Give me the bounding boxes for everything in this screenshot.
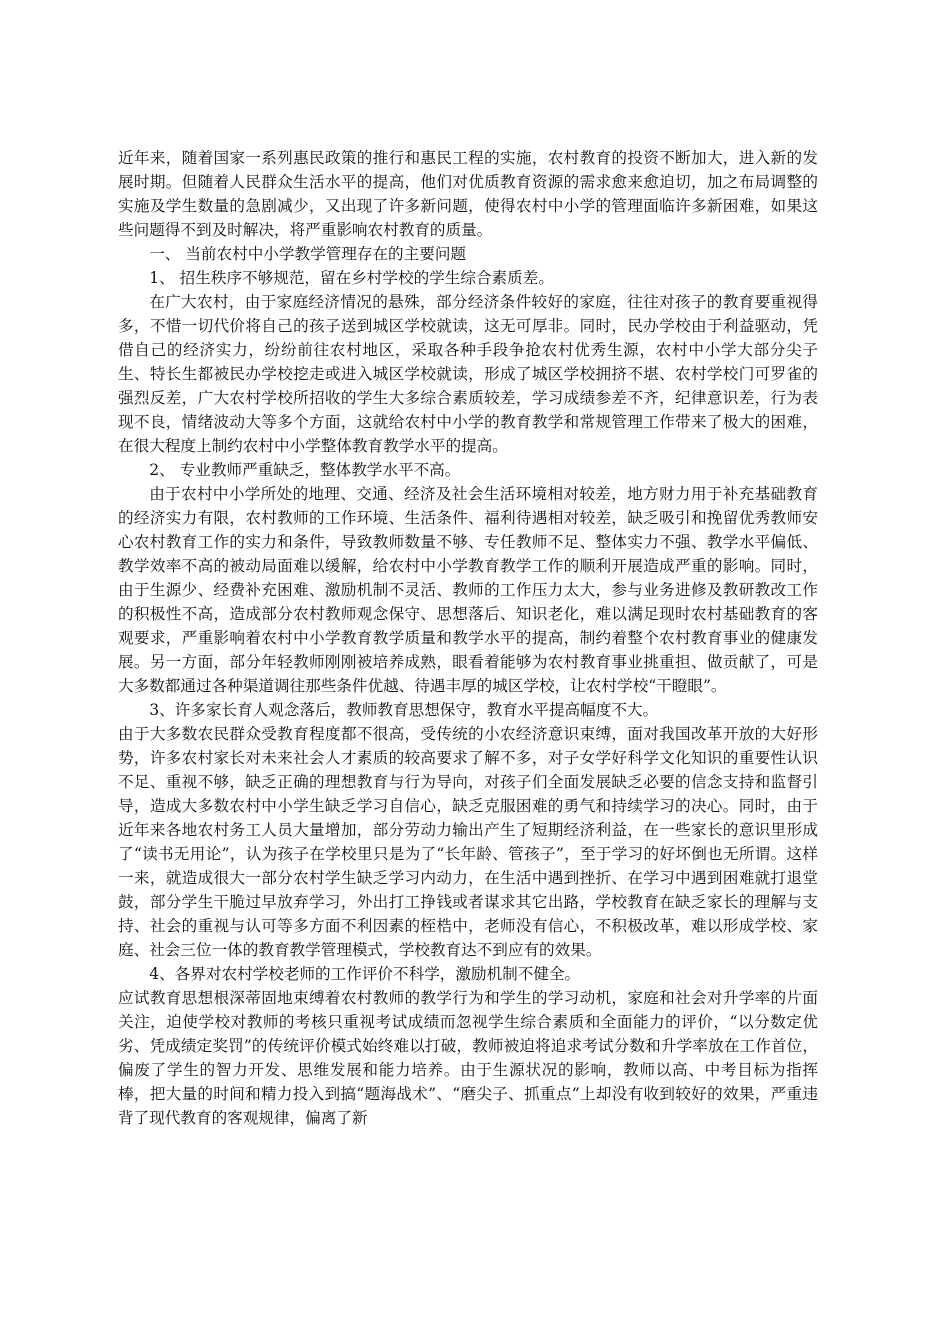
subheading-4: 4、各界对农村学校老师的工作评价不科学，激励机制不健全。 <box>149 965 581 983</box>
paragraph-enrollment: 在广大农村，由于家庭经济情况的悬殊，部分经济条件较好的家庭，往往对孩子的教育要重视得多，不惜一切代价将自己的孩子送到城区学校就读，这无可厚非。同时，民办学校由于利益驱动，凭借自己的经济实力，纷纷前往农村地区，采取各种手段争抢农村优秀生源，农村中小学大部分尖子生、特长生都被民办学校挖走或进入城区学校就读，形成了城区学校拥挤不堪、农村学校门可罗雀的强烈反差，广大农村学校所招收的学生大多综合素质较差，学习成绩参差不齐，纪律意识差，行为表现不良，情绪波动大等多个方面，这就给农村中小学的教育教学和常规管理工作带来了极大的困难，在很大程度上制约农村中小学整体教育教学水平的提高。 <box>118 293 818 455</box>
document-body <box>118 146 818 1130</box>
subheading-3: 3、许多家长育人观念落后，教师教育思想保守，教育水平提高幅度不大。 <box>149 701 659 719</box>
section-heading-1: 一、 当前农村中小学教学管理存在的主要问题 <box>149 245 467 263</box>
paragraph-evaluation: 应试教育思想根深蒂固地束缚着农村教师的教学行为和学生的学习动机，家庭和社会对升学率的片面关注，迫使学校对教师的考核只重视考试成绩而忽视学生综合素质和全面能力的评价，“以分数定优劣、凭成绩定奖罚”的传统评价模式始终难以打破，教师被迫将追求考试分数和升学率放在工作首位，偏废了学生的智力开发、思维发展和能力培养。由于生源状况的影响，教师以高、中考目标为指挥棒，把大量的时间和精力投入到搞“题海战术”、“磨尖子、抓重点”上却没有收到较好的效果，严重违背了现代教育的客观规律，偏离了新 <box>118 989 818 1127</box>
subheading-1: 1、 招生秩序不够规范，留在乡村学校的学生综合素质差。 <box>149 269 554 287</box>
paragraph-teachers: 由于农村中小学所处的地理、交通、经济及社会生活环境相对较差，地方财力用于补充基础教育的经济实力有限，农村教师的工作环境、生活条件、福利待遇相对较差，缺乏吸引和挽留优秀教师安心农村教育工作的实力和条件，导致教师数量不够、专任教师不足、整体实力不强、教学水平偏低、教学效率不高的被动局面难以缓解，给农村中小学教育教学工作的顺利开展造成严重的影响。同时，由于生源少、经费补充困难、激励机制不灵活、教师的工作压力太大，参与业务进修及教研教改工作的积极性不高，造成部分农村教师观念保守、思想落后、知识老化，难以满足现时农村基础教育的客观要求，严重影响着农村中小学教育教学质量和教学水平的提高，制约着整个农村教育事业的健康发展。另一方面，部分年轻教师刚刚被培养成熟，眼看着能够为农村教育事业挑重担、做贡献了，可是大多数都通过各种渠道调往那些条件优越、待遇丰厚的城区学校，让农村学校“干瞪眼”。 <box>118 485 818 695</box>
paragraph-parents: 由于大多数农民群众受教育程度都不很高，受传统的小农经济意识束缚，面对我国改革开放的大好形势，许多农村家长对未来社会人才素质的较高要求了解不多，对子女学好科学文化知识的重要性认识不足、重视不够，缺乏正确的理想教育与行为导向，对孩子们全面发展缺乏必要的信念支持和监督引导，造成大多数农村中小学生缺乏学习自信心，缺乏克服困难的勇气和持续学习的决心。同时，由于近年来各地农村务工人员大量增加，部分劳动力输出产生了短期经济利益，在一些家长的意识里形成了“读书无用论”，认为孩子在学校里只是为了“长年龄、管孩子”，至于学习的好坏倒也无所谓。这样一来，就造成很大一部分农村学生缺乏学习内动力，在生活中遇到挫折、在学习中遇到困难就打退堂鼓，部分学生干脆过早放弃学习，外出打工挣钱或者谋求其它出路，学校教育在缺乏家长的理解与支持、社会的重视与认可等多方面不利因素的桎梏中，老师没有信心，不积极改革，难以形成学校、家庭、社会三位一体的教育教学管理模式，学校教育达不到应有的效果。 <box>118 725 818 959</box>
intro-paragraph: 近年来，随着国家一系列惠民政策的推行和惠民工程的实施，农村教育的投资不断加大，进入新的发展时期。但随着人民群众生活水平的提高，他们对优质教育资源的需求愈来愈迫切，加之布局调整的实施及学生数量的急剧减少，又出现了许多新问题，使得农村中小学的管理面临许多新困难，如果这些问题得不到及时解决，将严重影响农村教育的质量。 <box>118 149 818 239</box>
subheading-2: 2、 专业教师严重缺乏，整体教学水平不高。 <box>149 461 461 479</box>
